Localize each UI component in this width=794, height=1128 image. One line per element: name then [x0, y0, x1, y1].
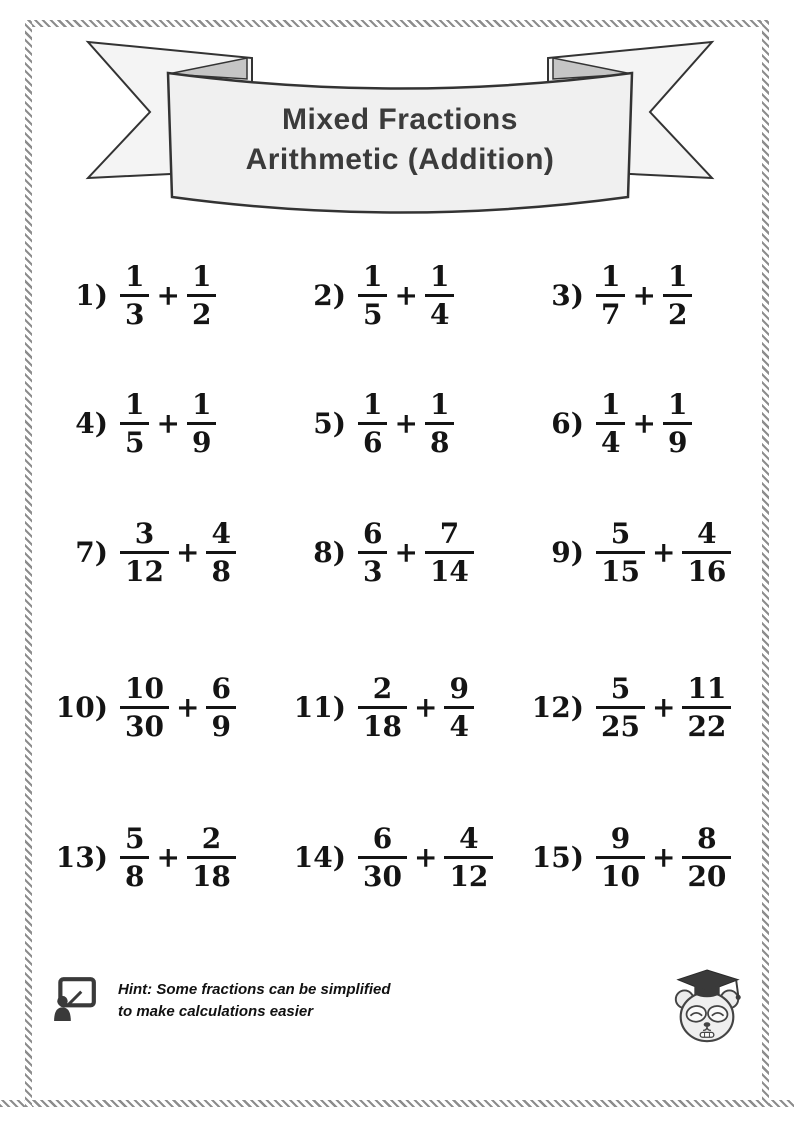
border-right	[762, 20, 769, 1107]
denominator: 5	[363, 298, 383, 331]
numerator: 1	[596, 390, 625, 425]
denominator: 8	[429, 426, 450, 459]
numerator: 1	[120, 262, 149, 297]
numerator: 1	[120, 390, 149, 425]
problem-number: 5)	[313, 406, 346, 440]
problem-number: 13)	[55, 840, 108, 874]
problem-12	[516, 671, 754, 743]
denominator: 16	[687, 555, 727, 588]
numerator: 5	[120, 824, 149, 859]
fraction-a	[358, 821, 407, 893]
numerator: 11	[682, 674, 731, 709]
problem-6	[516, 387, 754, 459]
fraction-b	[663, 387, 692, 459]
numerator: 1	[663, 390, 692, 425]
numerator: 5	[596, 519, 645, 554]
problem-9	[516, 516, 754, 588]
title-line-1: Mixed Fractions	[282, 103, 518, 136]
fraction-a	[120, 516, 169, 588]
problem-number: 12)	[531, 690, 584, 724]
worksheet-title	[80, 30, 720, 180]
numerator: 8	[682, 824, 731, 859]
plus-sign: +	[651, 840, 676, 874]
numerator: 2	[187, 824, 236, 859]
fraction-a	[358, 259, 387, 331]
numerator: 1	[187, 262, 216, 297]
hint-line-1: Hint: Some fractions can be simplified	[118, 981, 391, 998]
problem-row-4	[40, 650, 754, 765]
fraction-b	[682, 821, 731, 893]
numerator: 1	[663, 262, 692, 297]
fraction-b	[206, 671, 235, 743]
plus-sign: +	[394, 406, 418, 440]
denominator: 6	[363, 426, 383, 459]
panda-graduate-icon	[668, 968, 746, 1053]
plus-sign: +	[413, 840, 438, 874]
fraction-b	[425, 387, 454, 459]
fraction-b	[206, 516, 235, 588]
denominator: 30	[125, 710, 164, 743]
problem-13	[40, 821, 278, 893]
border-left	[25, 20, 32, 1107]
denominator: 22	[687, 710, 727, 743]
problem-15	[516, 821, 754, 893]
denominator: 18	[191, 860, 231, 893]
plus-sign: +	[394, 278, 418, 312]
problem-number: 1)	[75, 278, 108, 312]
denominator: 8	[211, 555, 231, 588]
fraction-b	[444, 671, 473, 743]
numerator: 4	[444, 824, 493, 859]
problem-number: 3)	[551, 278, 584, 312]
problem-number: 15)	[531, 840, 584, 874]
numerator: 1	[596, 262, 625, 297]
problem-number: 4)	[75, 406, 108, 440]
problem-row-2	[40, 366, 754, 481]
numerator: 10	[120, 674, 169, 709]
numerator: 1	[358, 262, 387, 297]
numerator: 7	[425, 519, 474, 554]
title-banner	[80, 30, 720, 230]
problem-number: 6)	[551, 406, 584, 440]
fraction-b	[682, 671, 731, 743]
plus-sign: +	[651, 535, 676, 569]
numerator: 6	[206, 674, 235, 709]
denominator: 15	[601, 555, 640, 588]
problem-number: 7)	[75, 535, 108, 569]
numerator: 1	[187, 390, 216, 425]
numerator: 6	[358, 824, 407, 859]
numerator: 1	[425, 262, 454, 297]
border-bottom	[0, 1100, 794, 1107]
problem-4	[40, 387, 278, 459]
fraction-b	[682, 516, 731, 588]
fraction-a	[596, 259, 625, 331]
denominator: 25	[601, 710, 640, 743]
denominator: 3	[125, 298, 145, 331]
denominator: 10	[601, 860, 640, 893]
numerator: 9	[596, 824, 645, 859]
fraction-b	[187, 387, 216, 459]
denominator: 5	[125, 426, 145, 459]
numerator: 9	[444, 674, 473, 709]
plus-sign: +	[632, 278, 656, 312]
plus-sign: +	[632, 406, 656, 440]
title-line-2: Arithmetic (Addition)	[245, 143, 555, 176]
problem-5	[278, 387, 516, 459]
fraction-a	[596, 387, 625, 459]
plus-sign: +	[156, 406, 180, 440]
plus-sign: +	[156, 840, 180, 874]
problem-row-5	[40, 800, 754, 915]
numerator: 1	[425, 390, 454, 425]
fraction-a	[596, 671, 645, 743]
presentation-board-icon	[52, 975, 98, 1026]
problem-number: 14)	[293, 840, 346, 874]
problem-number: 9)	[551, 535, 584, 569]
denominator: 20	[687, 860, 727, 893]
denominator: 12	[449, 860, 489, 893]
fraction-b	[663, 259, 692, 331]
denominator: 9	[211, 710, 231, 743]
denominator: 4	[449, 710, 469, 743]
fraction-a	[120, 387, 149, 459]
plus-sign: +	[175, 535, 200, 569]
denominator: 18	[363, 710, 402, 743]
plus-sign: +	[394, 535, 418, 569]
fraction-a	[358, 516, 387, 588]
problem-2	[278, 259, 516, 331]
denominator: 8	[125, 860, 145, 893]
problem-number: 8)	[313, 535, 346, 569]
fraction-b	[444, 821, 493, 893]
denominator: 14	[429, 555, 469, 588]
numerator: 2	[358, 674, 407, 709]
denominator: 4	[429, 298, 450, 331]
fraction-a	[358, 671, 407, 743]
denominator: 30	[363, 860, 402, 893]
plus-sign: +	[413, 690, 438, 724]
problem-number: 11)	[293, 690, 346, 724]
fraction-a	[120, 259, 149, 331]
plus-sign: +	[156, 278, 180, 312]
fraction-a	[596, 516, 645, 588]
problem-7	[40, 516, 278, 588]
denominator: 3	[363, 555, 383, 588]
problem-1	[40, 259, 278, 331]
problem-number: 2)	[313, 278, 346, 312]
numerator: 3	[120, 519, 169, 554]
plus-sign: +	[651, 690, 676, 724]
hint-text	[118, 979, 448, 1023]
fraction-a	[596, 821, 645, 893]
fraction-a	[358, 387, 387, 459]
problem-row-3	[40, 495, 754, 610]
denominator: 12	[125, 555, 164, 588]
numerator: 4	[206, 519, 235, 554]
denominator: 2	[667, 298, 688, 331]
fraction-b	[425, 516, 474, 588]
numerator: 5	[596, 674, 645, 709]
denominator: 7	[601, 298, 621, 331]
fraction-b	[187, 821, 236, 893]
problem-11	[278, 671, 516, 743]
fraction-a	[120, 821, 149, 893]
problem-8	[278, 516, 516, 588]
numerator: 1	[358, 390, 387, 425]
denominator: 9	[667, 426, 688, 459]
denominator: 9	[191, 426, 212, 459]
problem-10	[40, 671, 278, 743]
border-top	[25, 20, 769, 27]
denominator: 4	[601, 426, 621, 459]
denominator: 2	[191, 298, 212, 331]
fraction-a	[120, 671, 169, 743]
problem-3	[516, 259, 754, 331]
plus-sign: +	[175, 690, 200, 724]
problem-number: 10)	[55, 690, 108, 724]
fraction-b	[425, 259, 454, 331]
hint-line-2: to make calculations easier	[118, 1003, 314, 1020]
numerator: 4	[682, 519, 731, 554]
fraction-b	[187, 259, 216, 331]
numerator: 6	[358, 519, 387, 554]
problem-14	[278, 821, 516, 893]
problem-row-1	[40, 238, 754, 353]
